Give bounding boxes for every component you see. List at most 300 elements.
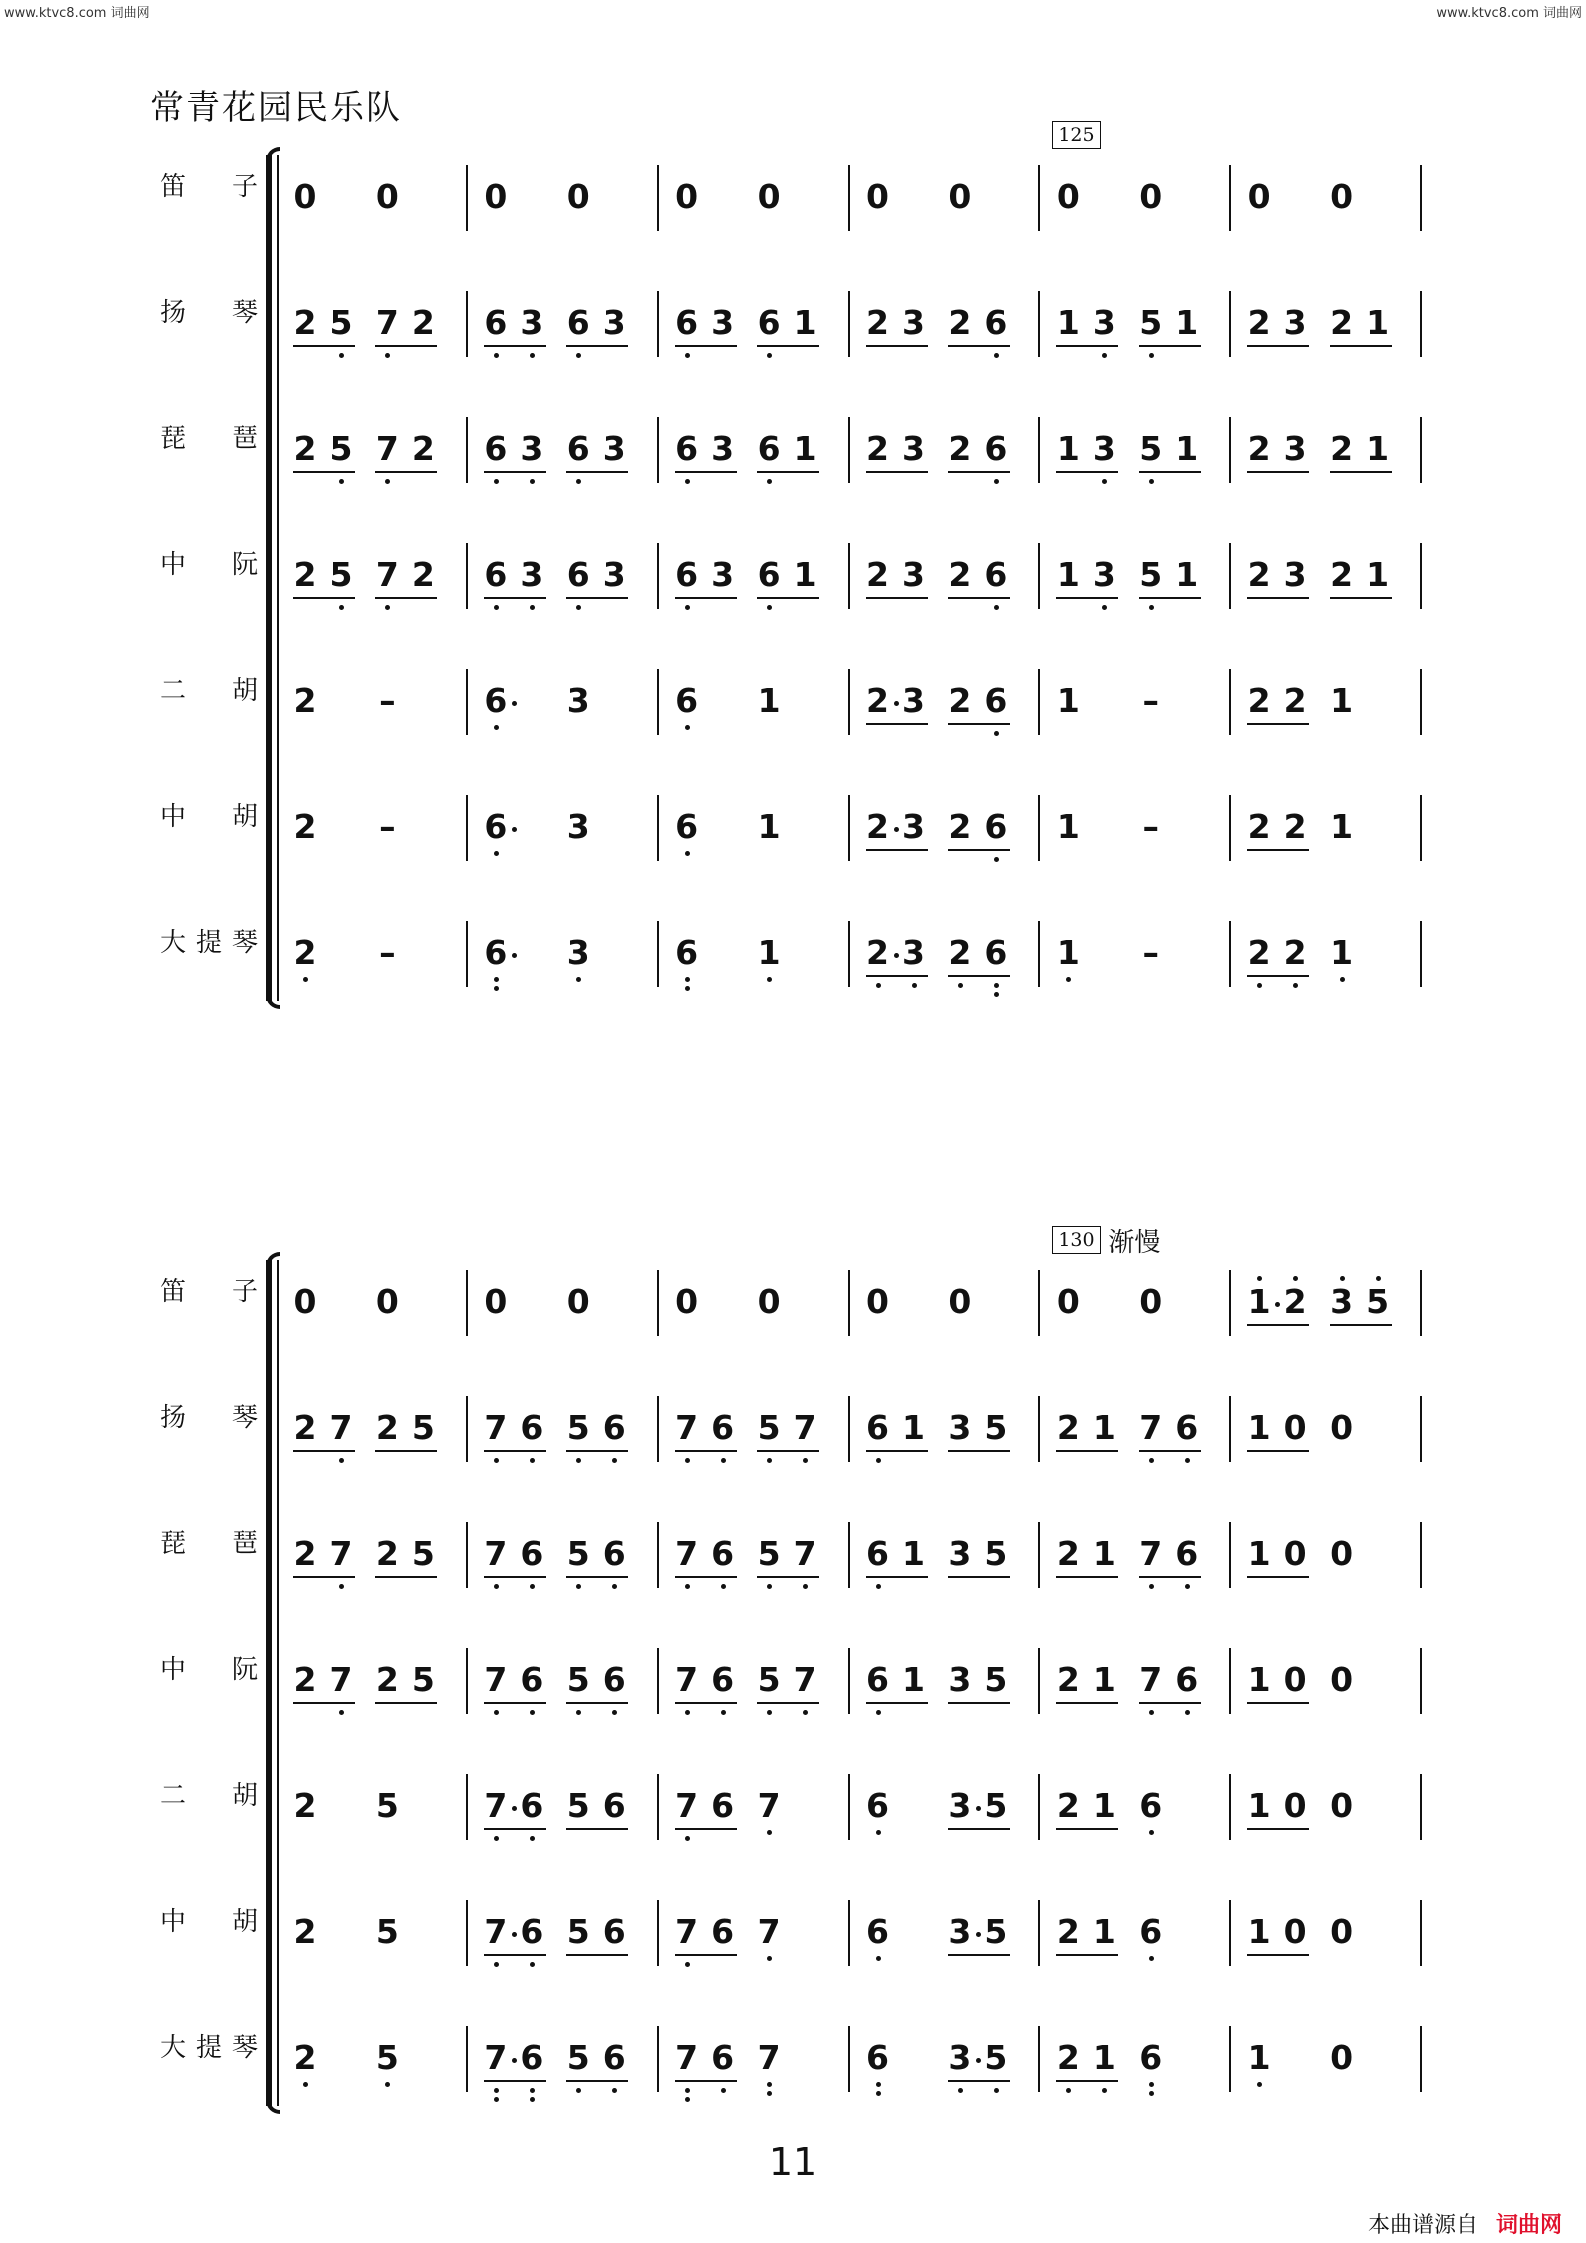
octave-dot-low [494, 1458, 499, 1463]
note: 2 [1056, 1408, 1080, 1447]
note: 3 [566, 807, 590, 846]
note: 6 [566, 555, 590, 594]
note: 6 [757, 555, 781, 594]
beam-underline [293, 1576, 355, 1578]
note: 6 [984, 807, 1008, 846]
note: 2 [375, 1408, 399, 1447]
octave-dot-low [576, 353, 581, 358]
note: 3 [902, 681, 925, 720]
beam-underline [1247, 1828, 1309, 1830]
augmentation-dot [976, 2058, 981, 2063]
octave-dot-low [612, 2088, 617, 2093]
note: 6 [866, 1534, 889, 1573]
instrument-row [0, 1386, 1586, 1486]
instrument-row [0, 1260, 1586, 1360]
note: 7 [675, 2038, 699, 2077]
note: 5 [984, 1786, 1008, 1825]
note: 7 [1139, 1534, 1163, 1573]
beam-underline [293, 1702, 355, 1704]
octave-dot-low [494, 1836, 499, 1841]
octave-dot-low [530, 1836, 535, 1841]
barline [848, 417, 850, 483]
octave-dot-low [994, 2088, 999, 2093]
note: 5 [566, 1534, 590, 1573]
barline [466, 2026, 468, 2092]
octave-dot-low [767, 479, 772, 484]
note: 5 [566, 1408, 590, 1447]
note: 1 [1366, 429, 1390, 468]
note: 6 [566, 429, 590, 468]
barline [848, 543, 850, 609]
barline [466, 1900, 468, 1966]
octave-dot-low [685, 977, 690, 982]
octave-dot-low [876, 1830, 881, 1835]
note: 3 [948, 2038, 972, 2077]
octave-dot-low [530, 605, 535, 610]
beam-underline [866, 723, 928, 725]
octave-dot-low [339, 1584, 344, 1589]
note: 5 [375, 1912, 399, 1951]
note: 2 [293, 2038, 317, 2077]
note: 6 [602, 1786, 626, 1825]
augmentation-dot [512, 2058, 517, 2063]
octave-dot-low [385, 605, 390, 610]
note: – [379, 933, 396, 972]
instrument-row [0, 659, 1586, 759]
beam-underline [293, 471, 355, 473]
barline [657, 921, 659, 987]
octave-dot-low [685, 986, 690, 991]
octave-dot-low [767, 1458, 772, 1463]
octave-dot-low [685, 725, 690, 730]
beam-underline [1056, 597, 1118, 599]
note: 1 [1056, 807, 1080, 846]
barline [1038, 921, 1040, 987]
barline [1038, 1648, 1040, 1714]
octave-dot-low [876, 1710, 881, 1715]
octave-dot-low [912, 983, 917, 988]
note: 5 [375, 2038, 399, 2077]
octave-dot-low [767, 977, 772, 982]
barline [1229, 291, 1231, 357]
note: 1 [1092, 2038, 1116, 2077]
note: 3 [948, 1912, 972, 1951]
rehearsal-mark: 130 [1052, 1226, 1100, 1254]
barline [848, 921, 850, 987]
note: 7 [1139, 1408, 1163, 1447]
octave-dot-low [1102, 605, 1107, 610]
note: 2 [1247, 303, 1271, 342]
note: 6 [602, 1660, 626, 1699]
note: 6 [520, 2038, 544, 2077]
octave-dot-low [339, 479, 344, 484]
note: 1 [1175, 303, 1199, 342]
note: 2 [1056, 1912, 1080, 1951]
barline [848, 2026, 850, 2092]
note: 1 [1175, 555, 1199, 594]
octave-dot-low [530, 2097, 535, 2102]
note: 2 [866, 555, 889, 594]
note: 3 [948, 1534, 972, 1573]
note: 1 [1092, 1534, 1116, 1573]
octave-dot-low [494, 1962, 499, 1967]
beam-underline [948, 597, 1010, 599]
barline [466, 1522, 468, 1588]
beam-underline [566, 2080, 628, 2082]
note: 3 [711, 429, 735, 468]
beam-underline [948, 471, 1010, 473]
instrument-name: 扬琴 [160, 1403, 258, 1433]
beam-underline [293, 345, 355, 347]
beam-underline [1247, 1450, 1309, 1452]
note: 5 [1139, 429, 1163, 468]
note: 6 [675, 555, 699, 594]
octave-dot-low [685, 1710, 690, 1715]
note: 7 [675, 1786, 699, 1825]
augmentation-dot [512, 1932, 517, 1937]
barline [657, 543, 659, 609]
beam-underline [1056, 345, 1118, 347]
beam-underline [866, 597, 928, 599]
barline [466, 291, 468, 357]
beam-underline [1247, 597, 1309, 599]
note: 0 [1283, 1912, 1307, 1951]
beam-underline [566, 1828, 628, 1830]
note: 7 [1139, 1660, 1163, 1699]
octave-dot-low [876, 1458, 881, 1463]
note: 1 [1056, 933, 1080, 972]
note: 0 [675, 177, 699, 216]
beam-underline [675, 597, 737, 599]
note: 1 [757, 933, 781, 972]
note: 2 [1283, 1282, 1307, 1321]
instrument-row [0, 785, 1586, 885]
barline [848, 291, 850, 357]
note: 0 [675, 1282, 699, 1321]
beam-underline [948, 1702, 1010, 1704]
note: 7 [484, 1660, 508, 1699]
octave-dot-low [1149, 1710, 1154, 1715]
octave-dot-low [530, 1584, 535, 1589]
octave-dot-low [994, 731, 999, 736]
note: 7 [375, 303, 399, 342]
barline [1229, 1774, 1231, 1840]
instrument-row [0, 1638, 1586, 1738]
augmentation-dot [512, 827, 517, 832]
footer-brand: 词曲网 [1495, 2213, 1562, 2238]
instrument-name: 中胡 [160, 1907, 258, 1937]
beam-underline [948, 975, 1010, 977]
score-title: 常青花园民乐队 [150, 88, 402, 128]
instrument-row [0, 911, 1586, 1011]
beam-underline [566, 1576, 628, 1578]
barline [1038, 291, 1040, 357]
octave-dot-low [994, 479, 999, 484]
note: 1 [1056, 429, 1080, 468]
barline [657, 1648, 659, 1714]
octave-dot-low [876, 1584, 881, 1589]
note: 6 [866, 1786, 889, 1825]
barline [1229, 1396, 1231, 1462]
barline [848, 1648, 850, 1714]
note: 7 [757, 1786, 781, 1825]
beam-underline [1056, 1702, 1118, 1704]
note: 5 [1139, 555, 1163, 594]
note: 2 [1330, 429, 1354, 468]
note: 0 [375, 177, 399, 216]
beam-underline [948, 1828, 1010, 1830]
note: 1 [1092, 1912, 1116, 1951]
beam-underline [484, 2080, 546, 2082]
note: 3 [566, 933, 590, 972]
note: 0 [1283, 1534, 1307, 1573]
augmentation-dot [512, 701, 517, 706]
octave-dot-low [530, 1710, 535, 1715]
instrument-row [0, 533, 1586, 633]
octave-dot-low [339, 353, 344, 358]
beam-underline [1056, 471, 1118, 473]
note: 2 [293, 1534, 317, 1573]
barline [1038, 1270, 1040, 1336]
note: 2 [293, 429, 317, 468]
note: 2 [1330, 555, 1354, 594]
octave-dot-low [576, 1458, 581, 1463]
note: 1 [1247, 1534, 1271, 1573]
octave-dot-low [1149, 479, 1154, 484]
beam-underline [484, 1954, 546, 1956]
beam-underline [675, 1450, 737, 1452]
barline [466, 1648, 468, 1714]
octave-dot-low [767, 1584, 772, 1589]
note: 2 [1283, 807, 1307, 846]
note: 2 [948, 429, 972, 468]
note: 5 [757, 1660, 781, 1699]
barline [1229, 543, 1231, 609]
beam-underline [484, 471, 546, 473]
beam-underline [1056, 1450, 1118, 1452]
beam-underline [757, 597, 819, 599]
octave-dot-low [494, 2097, 499, 2102]
note: 2 [1247, 429, 1271, 468]
note: 2 [1283, 933, 1307, 972]
note: 1 [1247, 1660, 1271, 1699]
octave-dot-low [685, 1584, 690, 1589]
beam-underline [566, 1450, 628, 1452]
note: 6 [984, 681, 1008, 720]
augmentation-dot [894, 701, 899, 706]
note: 2 [1330, 303, 1354, 342]
barline [1229, 165, 1231, 231]
barline [1229, 1900, 1231, 1966]
octave-dot-low [803, 1710, 808, 1715]
note: 5 [411, 1534, 435, 1573]
note: 0 [1330, 1786, 1354, 1825]
note: 7 [484, 1408, 508, 1447]
barline [1420, 543, 1422, 609]
octave-dot-low [494, 479, 499, 484]
note: 0 [375, 1282, 399, 1321]
note: 0 [1056, 177, 1080, 216]
barline [1420, 2026, 1422, 2092]
note: 6 [711, 1408, 735, 1447]
barline [657, 165, 659, 231]
note: 2 [1283, 681, 1307, 720]
note: 7 [793, 1534, 817, 1573]
instrument-name: 扬琴 [160, 298, 258, 328]
note: 0 [1139, 177, 1163, 216]
octave-dot-low [876, 2091, 881, 2096]
barline [657, 291, 659, 357]
barline [1420, 1900, 1422, 1966]
beam-underline [757, 1450, 819, 1452]
octave-dot-low [339, 1458, 344, 1463]
octave-dot-low [1257, 2082, 1262, 2087]
note: 2 [411, 303, 435, 342]
note: 0 [1330, 2038, 1354, 2077]
barline [848, 669, 850, 735]
note: 0 [948, 1282, 972, 1321]
beam-underline [1247, 471, 1309, 473]
note: 0 [866, 1282, 889, 1321]
octave-dot-high [1376, 1276, 1381, 1281]
instrument-name: 笛子 [160, 172, 258, 202]
beam-underline [1139, 1702, 1201, 1704]
note: 3 [1092, 429, 1116, 468]
beam-underline [1056, 1576, 1118, 1578]
barline [657, 1900, 659, 1966]
beam-underline [484, 1702, 546, 1704]
octave-dot-low [958, 2088, 963, 2093]
instrument-name: 大提琴 [160, 928, 258, 958]
note: 0 [1247, 177, 1271, 216]
beam-underline [1056, 1828, 1118, 1830]
octave-dot-low [958, 983, 963, 988]
octave-dot-low [994, 983, 999, 988]
note: 3 [711, 555, 735, 594]
note: 6 [675, 681, 699, 720]
beam-underline [484, 1450, 546, 1452]
instrument-name: 二胡 [160, 1781, 258, 1811]
barline [1229, 1648, 1231, 1714]
instrument-row [0, 1890, 1586, 1990]
note: 1 [757, 681, 781, 720]
beam-underline [866, 1576, 928, 1578]
note: 0 [866, 177, 889, 216]
note: 3 [902, 429, 925, 468]
octave-dot-low [994, 857, 999, 862]
note: 1 [1247, 1912, 1271, 1951]
barline [1038, 2026, 1040, 2092]
note: 6 [520, 1534, 544, 1573]
note: 3 [520, 429, 544, 468]
note: 6 [675, 933, 699, 972]
note: 1 [902, 1408, 925, 1447]
beam-underline [866, 345, 928, 347]
note: 1 [1056, 681, 1080, 720]
octave-dot-low [1257, 983, 1262, 988]
octave-dot-low [767, 2091, 772, 2096]
note: 3 [602, 303, 626, 342]
note: 3 [566, 681, 590, 720]
note: 6 [711, 1660, 735, 1699]
note: 1 [1092, 1408, 1116, 1447]
octave-dot-high [1293, 1276, 1298, 1281]
note: 6 [984, 555, 1008, 594]
note: 6 [711, 1786, 735, 1825]
beam-underline [948, 1954, 1010, 1956]
beam-underline [866, 1702, 928, 1704]
octave-dot-low [612, 1458, 617, 1463]
note: 7 [484, 1786, 508, 1825]
instrument-name: 琵琶 [160, 1529, 258, 1559]
barline [466, 1270, 468, 1336]
octave-dot-low [721, 1710, 726, 1715]
beam-underline [675, 2080, 737, 2082]
barline [848, 1522, 850, 1588]
octave-dot-low [1185, 1458, 1190, 1463]
beam-underline [1247, 723, 1309, 725]
footer-text: 本曲谱源自 [1367, 2213, 1478, 2238]
instrument-row [0, 2016, 1586, 2116]
note: 7 [675, 1660, 699, 1699]
note: 6 [484, 429, 508, 468]
beam-underline [1330, 345, 1392, 347]
note: 1 [902, 1534, 925, 1573]
octave-dot-low [685, 2088, 690, 2093]
octave-dot-low [994, 353, 999, 358]
note: 5 [329, 555, 353, 594]
beam-underline [1139, 1450, 1201, 1452]
octave-dot-low [685, 1962, 690, 1967]
beam-underline [1247, 849, 1309, 851]
note: 5 [411, 1660, 435, 1699]
note: 3 [948, 1408, 972, 1447]
note: 2 [948, 807, 972, 846]
octave-dot-low [994, 992, 999, 997]
note: 0 [293, 177, 317, 216]
barline [657, 669, 659, 735]
note: 6 [484, 555, 508, 594]
octave-dot-low [1149, 2082, 1154, 2087]
note: 6 [866, 1912, 889, 1951]
octave-dot-low [721, 2088, 726, 2093]
note: 3 [1283, 303, 1307, 342]
octave-dot-low [803, 1584, 808, 1589]
beam-underline [566, 1702, 628, 1704]
note: 2 [1247, 555, 1271, 594]
barline [1038, 669, 1040, 735]
octave-dot-low [530, 2088, 535, 2093]
octave-dot-low [530, 1458, 535, 1463]
note: 6 [984, 933, 1008, 972]
note: 6 [1175, 1534, 1199, 1573]
barline [1038, 1900, 1040, 1966]
barline [848, 1774, 850, 1840]
beam-underline [948, 345, 1010, 347]
note: 6 [1139, 2038, 1163, 2077]
note: 5 [329, 303, 353, 342]
note: 1 [1092, 1786, 1116, 1825]
note: 2 [375, 1534, 399, 1573]
beam-underline [293, 597, 355, 599]
barline [1038, 795, 1040, 861]
note: 6 [984, 303, 1008, 342]
barline [657, 2026, 659, 2092]
note: 1 [1366, 303, 1390, 342]
note: 3 [948, 1660, 972, 1699]
note: 6 [484, 303, 508, 342]
note: 0 [1139, 1282, 1163, 1321]
